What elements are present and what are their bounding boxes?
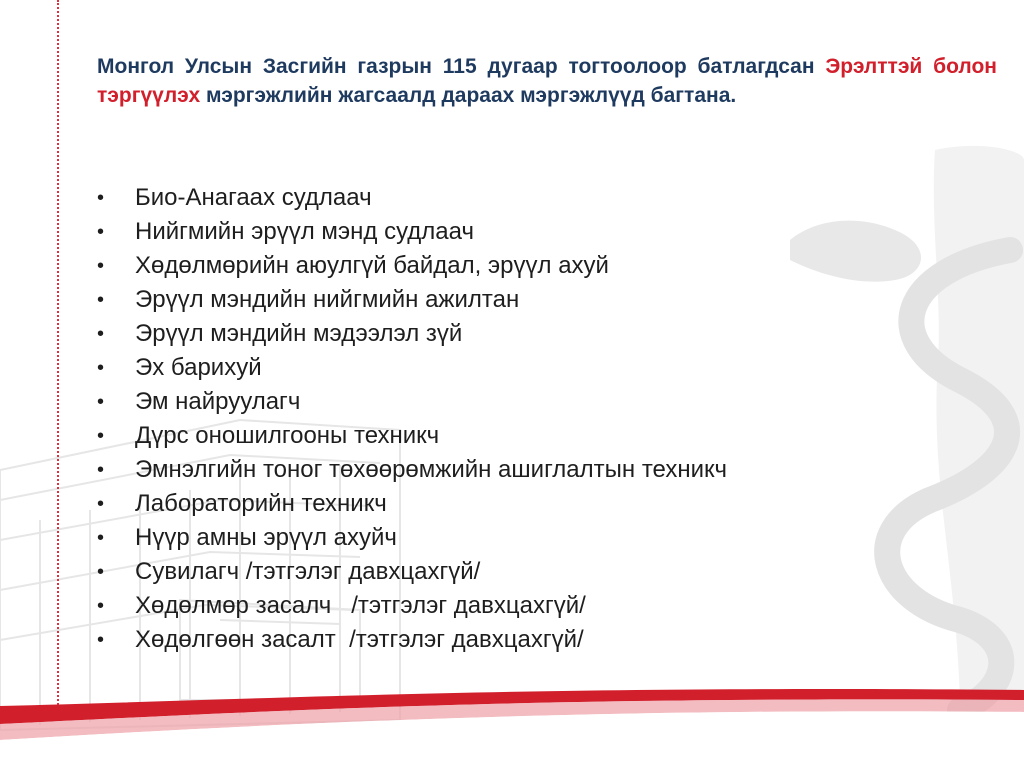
bullet-icon: • (97, 187, 105, 209)
list-item-text: Эрүүл мэндийн мэдээлэл зүй (135, 320, 463, 347)
bullet-icon: • (97, 289, 105, 311)
heading-highlight-priority: тэргүүлэх (97, 84, 201, 107)
list-item-text: Сувилагч /тэтгэлэг давхцахгүй/ (135, 558, 481, 585)
bullet-icon: • (97, 425, 105, 447)
bullet-icon: • (97, 595, 105, 617)
list-item-text: Хөдөлгөөн засалт /тэтгэлэг давхцахгүй/ (135, 626, 584, 653)
list-item-text: Эрүүл мэндийн нийгмийн ажилтан (135, 286, 520, 313)
list-item-text: Био-Анагаах судлаач (135, 184, 372, 211)
heading-line-3: дараах мэргэжлүүд багтана. (441, 84, 737, 107)
bullet-icon: • (97, 459, 105, 481)
bullet-icon: • (97, 391, 105, 413)
bullet-icon: • (97, 629, 105, 651)
heading-highlight-demand: Эрэлттэй (825, 55, 923, 78)
list-item-text: Дүрс оношилгооны техникч (135, 422, 440, 449)
bullet-icon: • (97, 255, 105, 277)
list-item-text: Хөдөлмөрийн аюулгүй байдал, эрүүл ахуй (135, 252, 609, 279)
bullet-icon: • (97, 323, 105, 345)
bullet-icon: • (97, 357, 105, 379)
list-item-text: Лабораторийн техникч (135, 490, 387, 517)
list-item-text: Эх барихуй (135, 354, 262, 381)
heading-highlight-and: болон (933, 55, 997, 78)
intro-heading (97, 52, 997, 110)
list-item-text: Эмнэлгийн тоног төхөөрөмжийн ашиглалтын техникч (135, 456, 728, 483)
heading-line-1: Монгол Улсын Засгийн газрын 115 дугаар тогтоолоор батлагдсан (97, 55, 815, 78)
list-item-text: Эм найруулагч (135, 388, 301, 415)
bullet-icon: • (97, 527, 105, 549)
heading-line-2b: жагсаалд (338, 84, 436, 107)
bullet-icon: • (97, 221, 105, 243)
bullet-icon: • (97, 561, 105, 583)
list-item-text: Нийгмийн эрүүл мэнд судлаач (135, 218, 474, 245)
bullet-icon: • (97, 493, 105, 515)
list-item-text: Нүүр амны эрүүл ахуйч (135, 524, 397, 551)
heading-line-2a: мэргэжлийн (206, 84, 333, 107)
list-item-text: Хөдөлмөр засалч /тэтгэлэг давхцахгүй/ (135, 592, 586, 619)
